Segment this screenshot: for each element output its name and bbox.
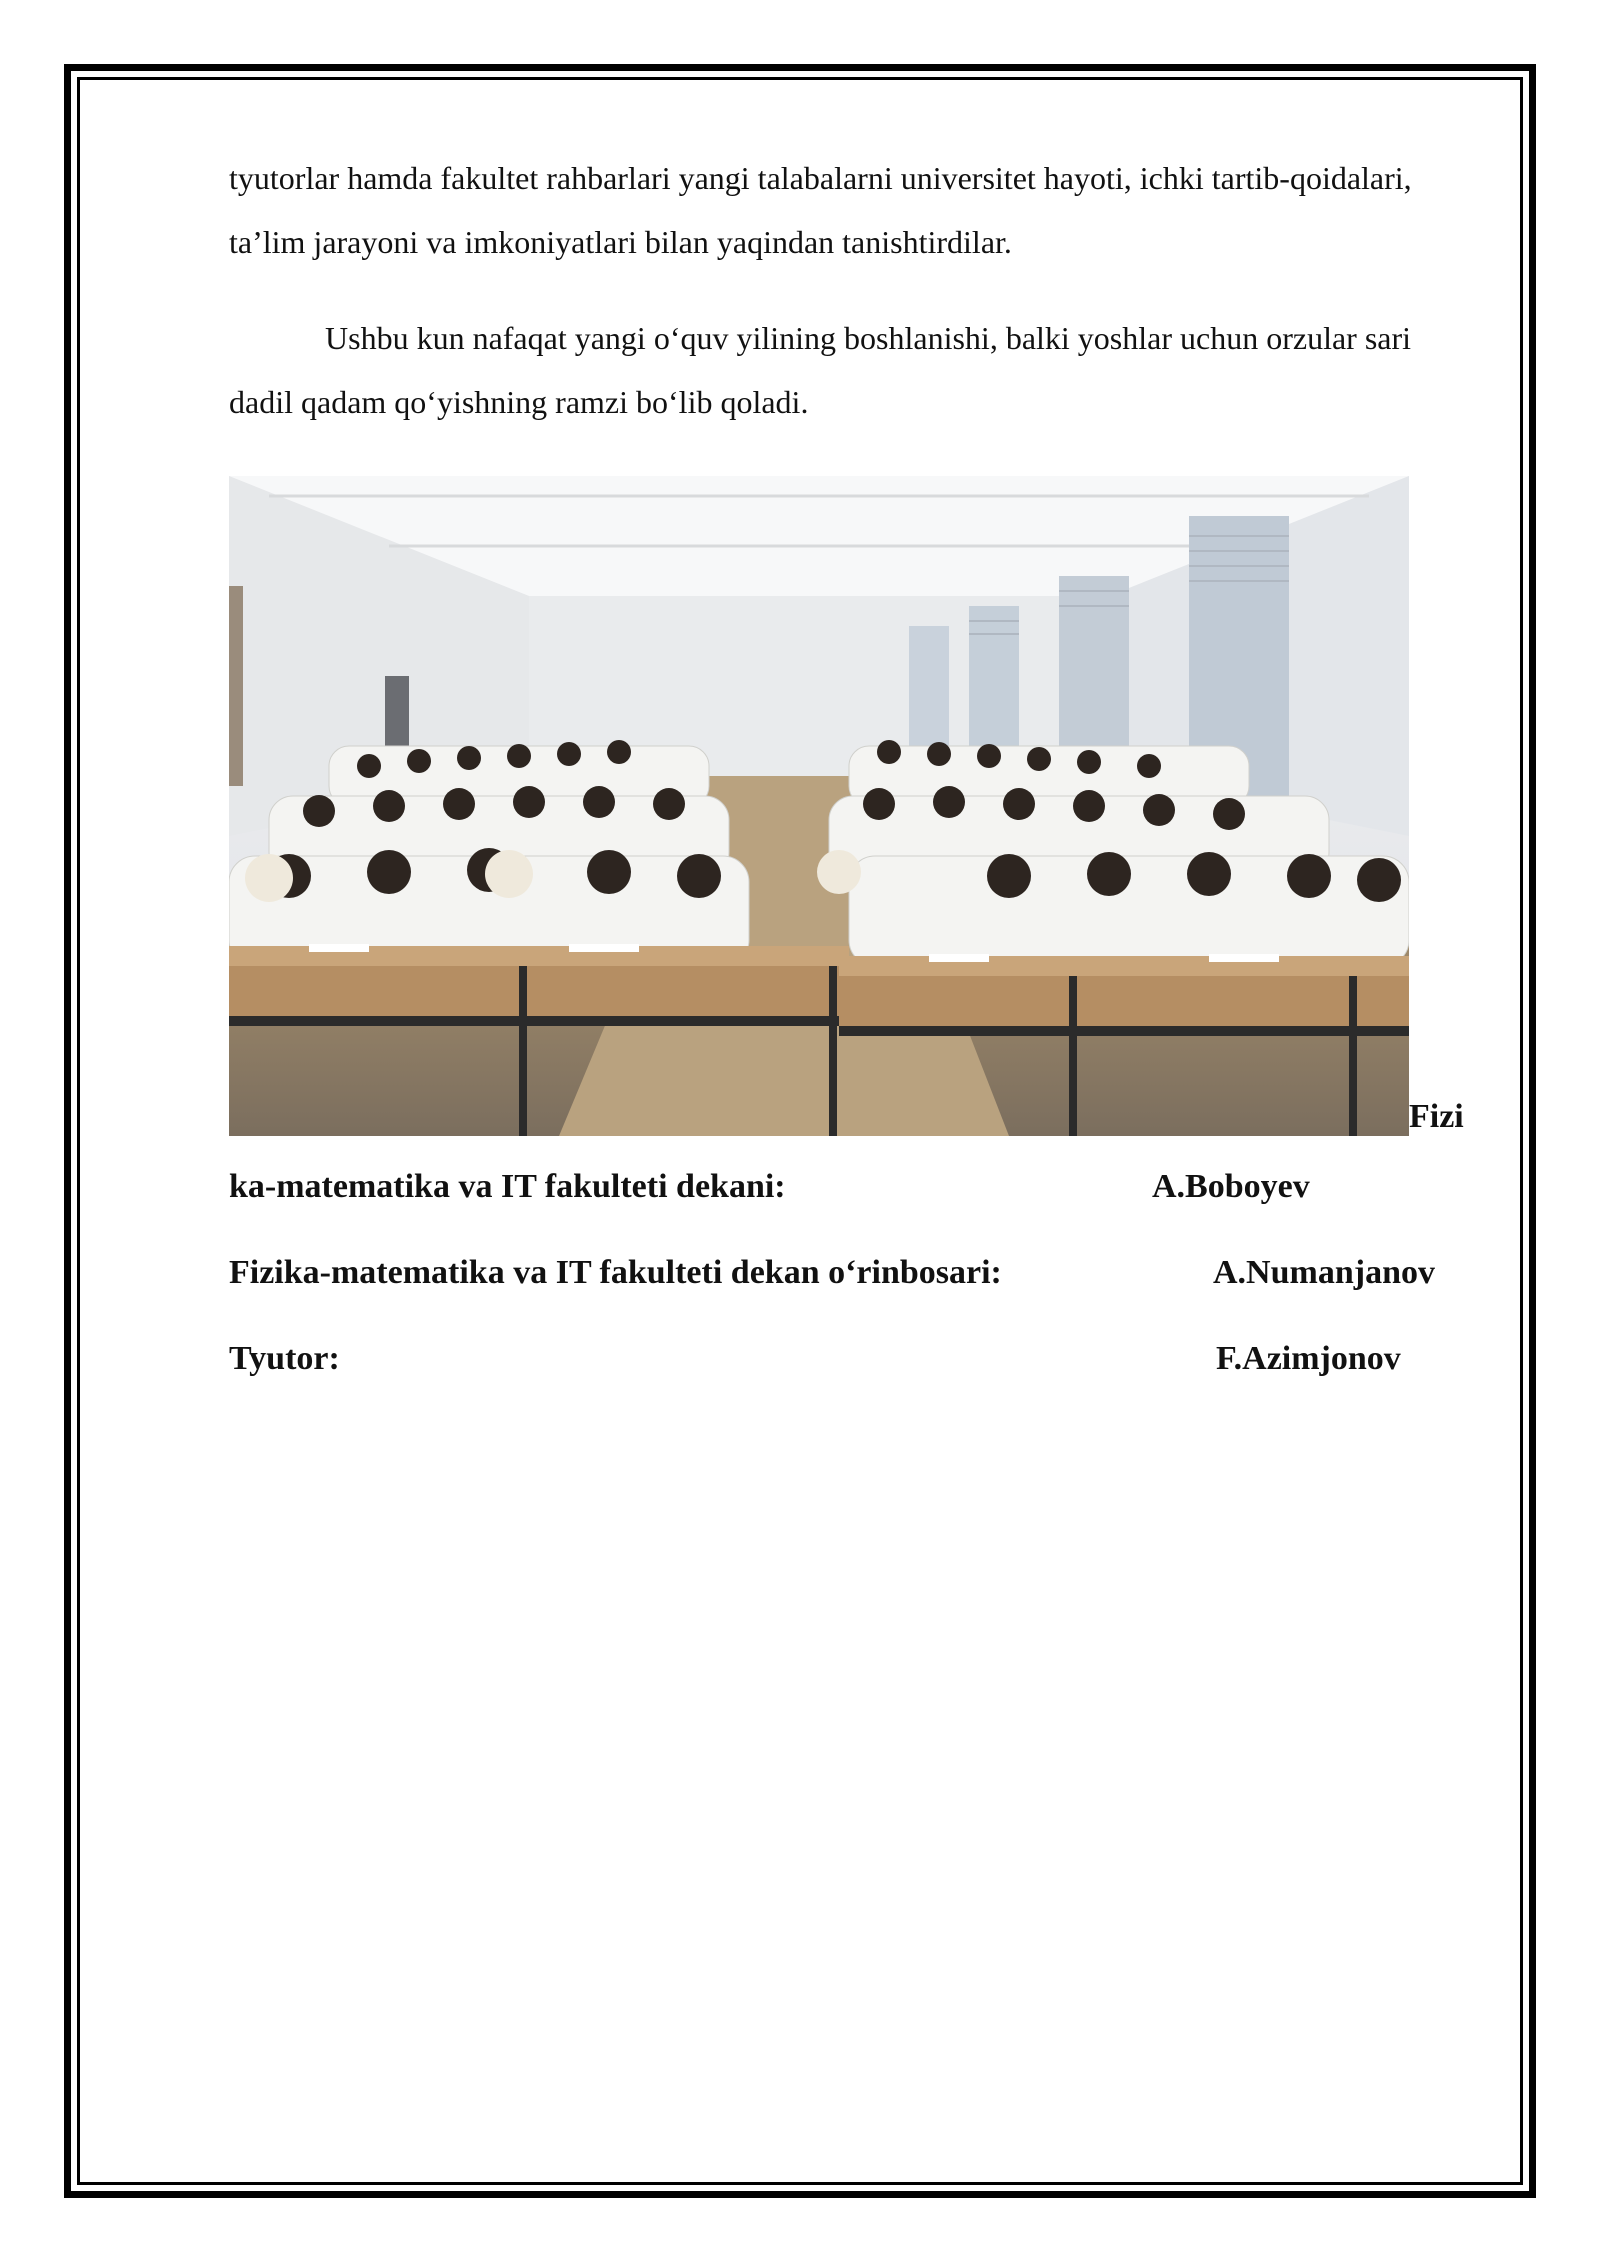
- signature-name-tutor: F.Azimjonov: [1216, 1340, 1401, 1377]
- signature-role-deputy-dean: Fizika-matematika va IT fakulteti dekan o‘rinbosari:: [229, 1254, 1002, 1291]
- classroom-photo: [229, 476, 1409, 1136]
- paragraph-1: tyutorlar hamda fakultet rahbarlari yangi talabalarni universitet hayoti, ichki tartib-qoidalari, ta’lim jarayoni va imkoniyatlari bilan yaqindan tanishtirdilar.: [229, 160, 1412, 260]
- signature-name-deputy-dean: A.Numanjanov: [1213, 1254, 1435, 1291]
- wrapped-word: Fizi: [1409, 1098, 1464, 1135]
- paragraph-2: Ushbu kun nafaqat yangi o‘quv yilining boshlanishi, balki yoshlar uchun orzular sari dadil qadam qo‘yishning ramzi bo‘lib qoladi.: [229, 320, 1412, 420]
- signature-role-tutor: Tyutor:: [229, 1340, 340, 1377]
- signature-name-dean: A.Boboyev: [1152, 1168, 1310, 1205]
- signature-role-dean: ka-matematika va IT fakulteti dekani:: [229, 1168, 786, 1205]
